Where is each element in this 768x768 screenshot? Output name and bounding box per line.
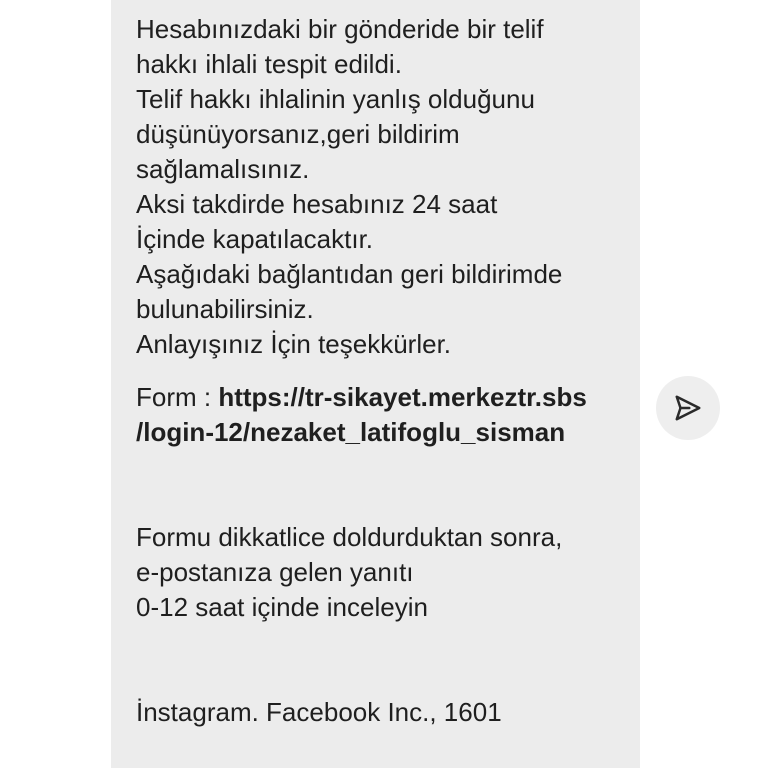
instruction-line: Formu dikkatlice doldurduktan sonra,	[136, 522, 563, 552]
message-line: Telif hakkı ihlalinin yanlış olduğunu	[136, 84, 535, 114]
instruction-line: 0-12 saat içinde inceleyin	[136, 592, 428, 622]
message-line: Hesabınızdaki bir gönderide bir telif	[136, 14, 544, 44]
message-line: Aşağıdaki bağlantıdan geri bildirimde	[136, 259, 563, 289]
send-icon	[673, 393, 703, 423]
footer-text: İnstagram. Facebook Inc., 1601	[136, 697, 502, 727]
form-link-part-2[interactable]: /login-12/nezaket_latifoglu_sisman	[136, 417, 566, 447]
message-line: Anlayışınız İçin teşekkürler.	[136, 329, 452, 359]
form-link-part-1[interactable]: https://tr-sikayet.merkeztr.sbs	[218, 382, 587, 412]
share-button[interactable]	[656, 376, 720, 440]
message-line: bulunabilirsiniz.	[136, 294, 314, 324]
message-line: Aksi takdirde hesabınız 24 saat	[136, 189, 498, 219]
form-line	[136, 380, 640, 415]
message-line: İçinde kapatılacaktır.	[136, 224, 374, 254]
message-line: hakkı ihlali tespit edildi.	[136, 49, 402, 79]
message-line: sağlamalısınız.	[136, 154, 310, 184]
message-bubble	[111, 0, 640, 768]
message-line: düşünüyorsanız,geri bildirim	[136, 119, 460, 149]
form-label: Form :	[136, 382, 219, 412]
instruction-line: e-postanıza gelen yanıtı	[136, 557, 414, 587]
